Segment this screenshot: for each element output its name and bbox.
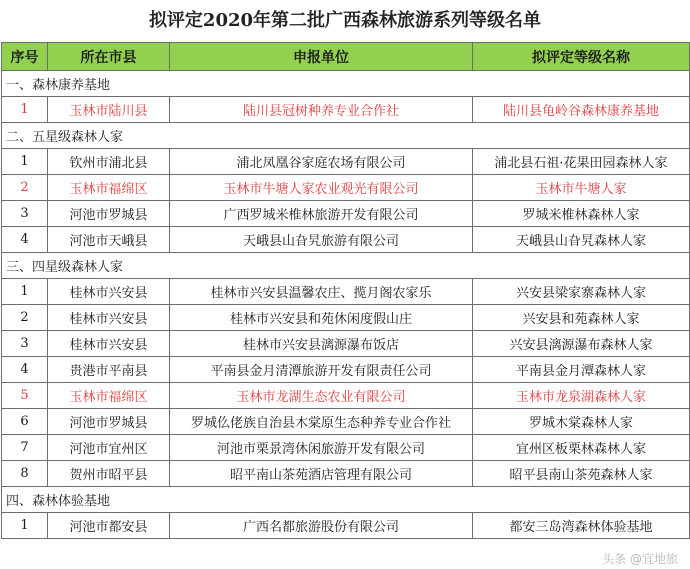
- cell-applicant: 天峨县山旮旯旅游有限公司: [170, 227, 473, 253]
- cell-applicant: 河池市栗景湾休闲旅游开发有限公司: [170, 435, 473, 461]
- cell-county: 河池市罗城县: [48, 201, 170, 227]
- section-row: [2, 487, 690, 513]
- cell-county: 河池市都安县: [48, 513, 170, 539]
- section-heading: 二、五星级森林人家: [2, 123, 690, 149]
- table-row: [2, 409, 690, 435]
- table-row: [2, 175, 690, 201]
- cell-applicant: 陆川县冠树种养专业合作社: [170, 97, 473, 123]
- cell-grade-name: 兴安县漓源瀑布森林人家: [473, 331, 690, 357]
- cell-grade-name: 都安三岛湾森林体验基地: [473, 513, 690, 539]
- table-row: [2, 461, 690, 487]
- cell-grade-name: 玉林市牛塘人家: [473, 175, 690, 201]
- cell-county: 钦州市浦北县: [48, 149, 170, 175]
- table-row: [2, 435, 690, 461]
- cell-index: 7: [2, 435, 48, 461]
- cell-index: 3: [2, 201, 48, 227]
- header-index: 序号: [2, 43, 48, 71]
- cell-county: 桂林市兴安县: [48, 279, 170, 305]
- cell-index: 5: [2, 383, 48, 409]
- cell-grade-name: 陆川县龟岭谷森林康养基地: [473, 97, 690, 123]
- table-body: [2, 71, 690, 539]
- cell-index: 1: [2, 513, 48, 539]
- cell-index: 2: [2, 305, 48, 331]
- table-row: [2, 227, 690, 253]
- cell-applicant: 桂林市兴安县漓源瀑布饭店: [170, 331, 473, 357]
- cell-applicant: 桂林市兴安县温馨农庄、揽月阁农家乐: [170, 279, 473, 305]
- section-row: [2, 123, 690, 149]
- cell-index: 3: [2, 331, 48, 357]
- cell-index: 1: [2, 279, 48, 305]
- cell-grade-name: 昭平县南山茶苑森林人家: [473, 461, 690, 487]
- ranking-table: [1, 42, 690, 539]
- section-heading: 三、四星级森林人家: [2, 253, 690, 279]
- section-row: [2, 71, 690, 97]
- section-row: [2, 253, 690, 279]
- cell-county: 桂林市兴安县: [48, 331, 170, 357]
- header-county: 所在市县: [48, 43, 170, 71]
- cell-index: 4: [2, 357, 48, 383]
- cell-grade-name: 天峨县山旮旯森林人家: [473, 227, 690, 253]
- cell-index: 6: [2, 409, 48, 435]
- table-row: [2, 331, 690, 357]
- cell-county: 河池市罗城县: [48, 409, 170, 435]
- table-row: [2, 383, 690, 409]
- cell-county: 河池市天峨县: [48, 227, 170, 253]
- table-row: [2, 149, 690, 175]
- cell-county: 玉林市福绵区: [48, 383, 170, 409]
- cell-county: 贺州市昭平县: [48, 461, 170, 487]
- cell-county: 河池市宜州区: [48, 435, 170, 461]
- table-row: [2, 97, 690, 123]
- cell-index: 1: [2, 97, 48, 123]
- cell-applicant: 玉林市牛塘人家农业观光有限公司: [170, 175, 473, 201]
- cell-applicant: 广西罗城米椎林旅游开发有限公司: [170, 201, 473, 227]
- cell-applicant: 罗城仫佬族自治县木棠原生态种养专业合作社: [170, 409, 473, 435]
- section-heading: 一、森林康养基地: [2, 71, 690, 97]
- cell-grade-name: 兴安县梁家寨森林人家: [473, 279, 690, 305]
- cell-grade-name: 罗城米椎林森林人家: [473, 201, 690, 227]
- cell-grade-name: 兴安县和苑森林人家: [473, 305, 690, 331]
- section-heading: 四、森林体验基地: [2, 487, 690, 513]
- table-row: [2, 279, 690, 305]
- cell-applicant: 平南县金月清潭旅游开发有限责任公司: [170, 357, 473, 383]
- table-row: [2, 201, 690, 227]
- cell-grade-name: 宜州区板栗林森林人家: [473, 435, 690, 461]
- header-grade-name: 拟评定等级名称: [473, 43, 690, 71]
- cell-grade-name: 浦北县石祖·花果田园森林人家: [473, 149, 690, 175]
- cell-county: 玉林市福绵区: [48, 175, 170, 201]
- watermark: 头条 @宜地旅: [602, 552, 678, 566]
- page-title: 拟评定2020年第二批广西森林旅游系列等级名单: [148, 10, 542, 31]
- cell-index: 4: [2, 227, 48, 253]
- cell-index: 1: [2, 149, 48, 175]
- table-header-row: [2, 43, 690, 71]
- cell-applicant: 桂林市兴安县和苑休闲度假山庄: [170, 305, 473, 331]
- cell-grade-name: 玉林市龙泉湖森林人家: [473, 383, 690, 409]
- table-row: [2, 513, 690, 539]
- cell-index: 2: [2, 175, 48, 201]
- cell-grade-name: 平南县金月潭森林人家: [473, 357, 690, 383]
- cell-applicant: 昭平南山茶苑酒店管理有限公司: [170, 461, 473, 487]
- cell-applicant: 广西名都旅游股份有限公司: [170, 513, 473, 539]
- header-applicant: 申报单位: [170, 43, 473, 71]
- cell-county: 玉林市陆川县: [48, 97, 170, 123]
- cell-county: 贵港市平南县: [48, 357, 170, 383]
- cell-index: 8: [2, 461, 48, 487]
- cell-applicant: 浦北凤凰谷家庭农场有限公司: [170, 149, 473, 175]
- cell-county: 桂林市兴安县: [48, 305, 170, 331]
- table-row: [2, 357, 690, 383]
- table-row: [2, 305, 690, 331]
- cell-grade-name: 罗城木棠森林人家: [473, 409, 690, 435]
- cell-applicant: 玉林市龙湖生态农业有限公司: [170, 383, 473, 409]
